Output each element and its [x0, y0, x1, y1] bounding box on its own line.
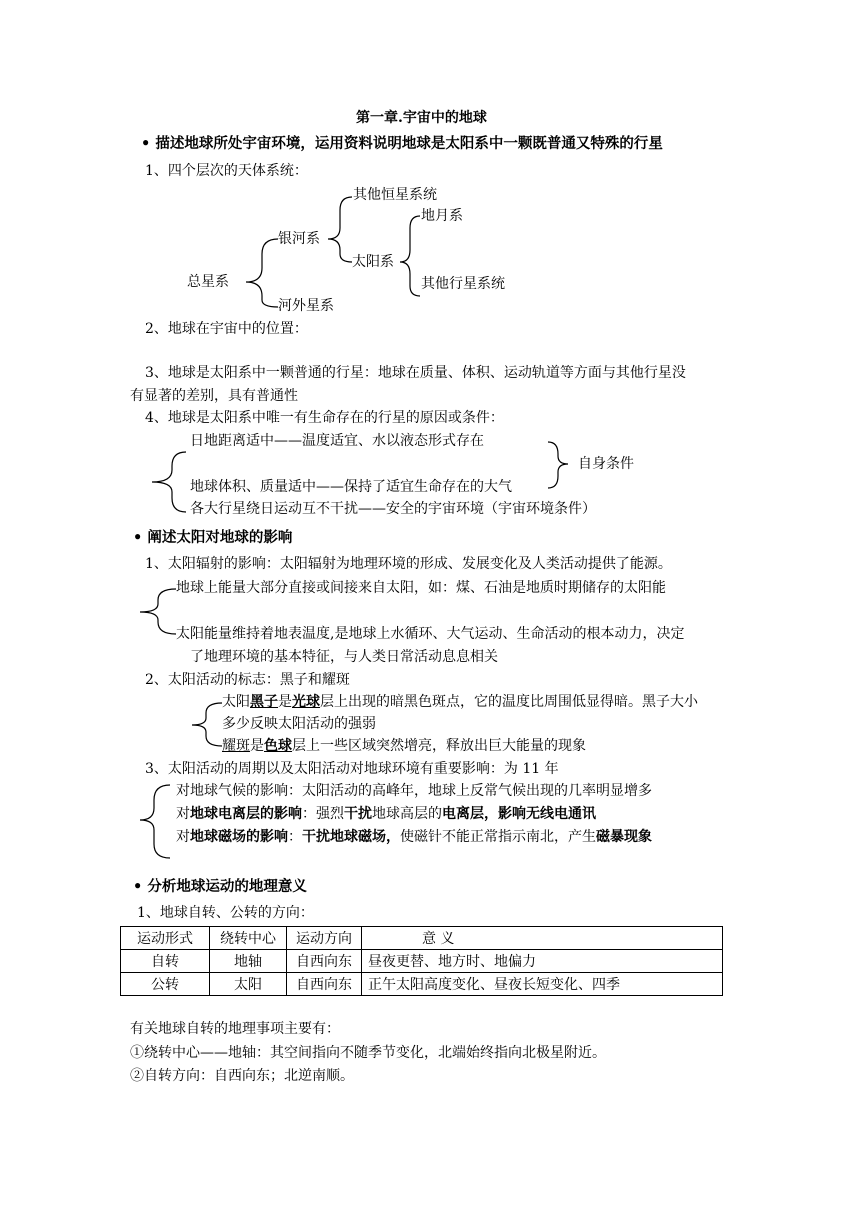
brace-milky-way	[328, 197, 352, 262]
cell-direction: 自西向东	[287, 950, 362, 973]
section-heading-1-text: 描述地球所处宇宙环境，运用资料说明地球是太阳系中一颗既普通又特殊的行星	[155, 135, 663, 152]
tree-extragalactic: 河外星系	[278, 298, 334, 314]
eff3-b1: 地球磁场的影响	[190, 829, 288, 845]
cell-direction: 自西向东	[287, 973, 362, 996]
header-motion-form: 运动形式	[121, 927, 210, 950]
flare-term: 耀斑	[222, 738, 250, 754]
eff2-b1: 地球电离层的影响	[190, 806, 302, 822]
tree-earth-moon: 地月系	[421, 208, 463, 224]
photosphere-term: 光球	[292, 694, 320, 710]
condition-3: 各大行星绕日运动互不干扰——安全的宇宙环境（宇宙环境条件）	[190, 501, 596, 517]
s1-item-4: 4、地球是太阳系中唯一有生命存在的行星的原因或条件：	[145, 410, 504, 426]
cell-significance: 正午太阳高度变化、昼夜长短变化、四季	[362, 973, 723, 996]
s1-item-3-line2: 有显著的差别，具有普通性	[130, 388, 298, 404]
s1-item-1: 1、四个层次的天体系统：	[145, 163, 308, 179]
bullet: •	[141, 135, 156, 152]
brace-effects	[140, 785, 170, 858]
rotation-point-1: ①绕转中心——地轴：其空间指向不随季节变化，北端始终指向北极星附近。	[130, 1045, 606, 1061]
s2-item-3: 3、太阳活动的周期以及太阳活动对地球环境有重要影响：为 11 年	[145, 761, 559, 777]
table-row	[121, 973, 723, 996]
table-header-row	[121, 927, 723, 950]
sunspot-line-1	[222, 694, 698, 712]
cell-revolution: 公转	[121, 973, 210, 996]
s2-item-1: 1、太阳辐射的影响：太阳辐射为地理环境的形成、发展变化及人类活动提供了能源。	[145, 556, 672, 572]
condition-2: 地球体积、质量适中——保持了适宜生命存在的大气	[190, 479, 512, 495]
cell-rotation: 自转	[121, 950, 210, 973]
eff2-b3: 电离层，影响无线电通讯	[442, 806, 596, 822]
effect-magnetic-field	[176, 829, 652, 847]
chapter-title: 第一章.宇宙中的地球	[356, 110, 487, 126]
tree-milky-way: 银河系	[278, 231, 320, 247]
brace-total-galaxy	[246, 239, 278, 307]
brace-conditions	[152, 452, 186, 512]
brace-radiation	[140, 589, 176, 634]
earth-motion-table	[120, 926, 723, 996]
cell-axis: 地轴	[210, 950, 287, 973]
eff2-mid1: ：强烈	[302, 806, 344, 822]
header-center: 绕转中心	[210, 927, 287, 950]
section-heading-2-text: 阐述太阳对地球的影响	[147, 529, 293, 546]
eff3-b2: 干扰地球磁场，	[302, 829, 400, 845]
cell-sun: 太阳	[210, 973, 287, 996]
eff2-pre: 对	[176, 806, 190, 822]
sunspot-pre: 太阳	[222, 694, 250, 710]
flare-line	[222, 738, 586, 756]
header-significance: 意 义	[362, 927, 723, 950]
s1-item-3-line1: 3、地球是太阳系中一颗普通的行星：地球在质量、体积、运动轨道等方面与其他行星没	[145, 365, 686, 381]
brace-solar-activity	[192, 703, 222, 746]
bullet: •	[133, 529, 148, 546]
brace-solar-system	[400, 216, 420, 296]
tree-other-planet-systems: 其他行星系统	[421, 276, 505, 292]
flare-rest: 层上一些区域突然增亮，释放出巨大能量的现象	[292, 738, 586, 754]
condition-1: 日地距离适中——温度适宜、水以液态形式存在	[190, 433, 484, 449]
header-direction: 运动方向	[287, 927, 362, 950]
s3-item-1: 1、地球自转、公转的方向：	[137, 905, 314, 921]
eff2-mid2: 地球高层的	[372, 806, 442, 822]
sunspot-term: 黑子	[250, 694, 278, 710]
section-heading-3-text: 分析地球运动的地理意义	[147, 878, 307, 895]
eff3-mid2: 使磁针不能正常指示南北，产生	[400, 829, 596, 845]
effect-climate: 对地球气候的影响：太阳活动的高峰年，地球上反常气候出现的几率明显增多	[176, 783, 652, 799]
effect-ionosphere	[176, 806, 596, 824]
chromosphere-term: 色球	[264, 738, 292, 754]
sunspot-line-2: 多少反映太阳活动的强弱	[222, 716, 376, 732]
radiation-point-2-line1: 太阳能量维持着地表温度,是地球上水循环、大气运动、生命活动的根本动力，决定	[176, 626, 685, 642]
bullet: •	[133, 878, 148, 895]
flare-is: 是	[250, 738, 264, 754]
s2-item-2: 2、太阳活动的标志：黑子和耀斑	[145, 672, 350, 688]
tree-other-star-systems: 其他恒星系统	[353, 187, 437, 203]
brace-self-conditions	[548, 442, 568, 488]
s1-item-2: 2、地球在宇宙中的位置：	[145, 321, 308, 337]
section-heading-2	[133, 529, 292, 547]
eff3-mid1: ：	[288, 829, 302, 845]
tree-solar-system: 太阳系	[352, 254, 394, 270]
self-conditions-label: 自身条件	[578, 456, 634, 472]
sunspot-is: 是	[278, 694, 292, 710]
rotation-intro: 有关地球自转的地理事项主要有：	[130, 1021, 340, 1037]
section-heading-3	[133, 878, 307, 896]
rotation-point-2: ②自转方向：自西向东；北逆南顺。	[130, 1068, 354, 1084]
eff2-b2: 干扰	[344, 806, 372, 822]
tree-root-total-galaxy: 总星系	[187, 274, 229, 290]
cell-significance: 昼夜更替、地方时、地偏力	[362, 950, 723, 973]
sunspot-rest: 层上出现的暗黑色斑点，它的温度比周围低显得暗。黑子大小	[320, 694, 698, 710]
section-heading-1	[141, 135, 663, 153]
eff3-pre: 对	[176, 829, 190, 845]
eff3-b3: 磁暴现象	[596, 829, 652, 845]
radiation-point-1: 地球上能量大部分直接或间接来自太阳，如：煤、石油是地质时期储存的太阳能	[176, 580, 666, 596]
table-row	[121, 950, 723, 973]
radiation-point-2-line2: 了地理环境的基本特征，与人类日常活动息息相关	[190, 649, 498, 665]
